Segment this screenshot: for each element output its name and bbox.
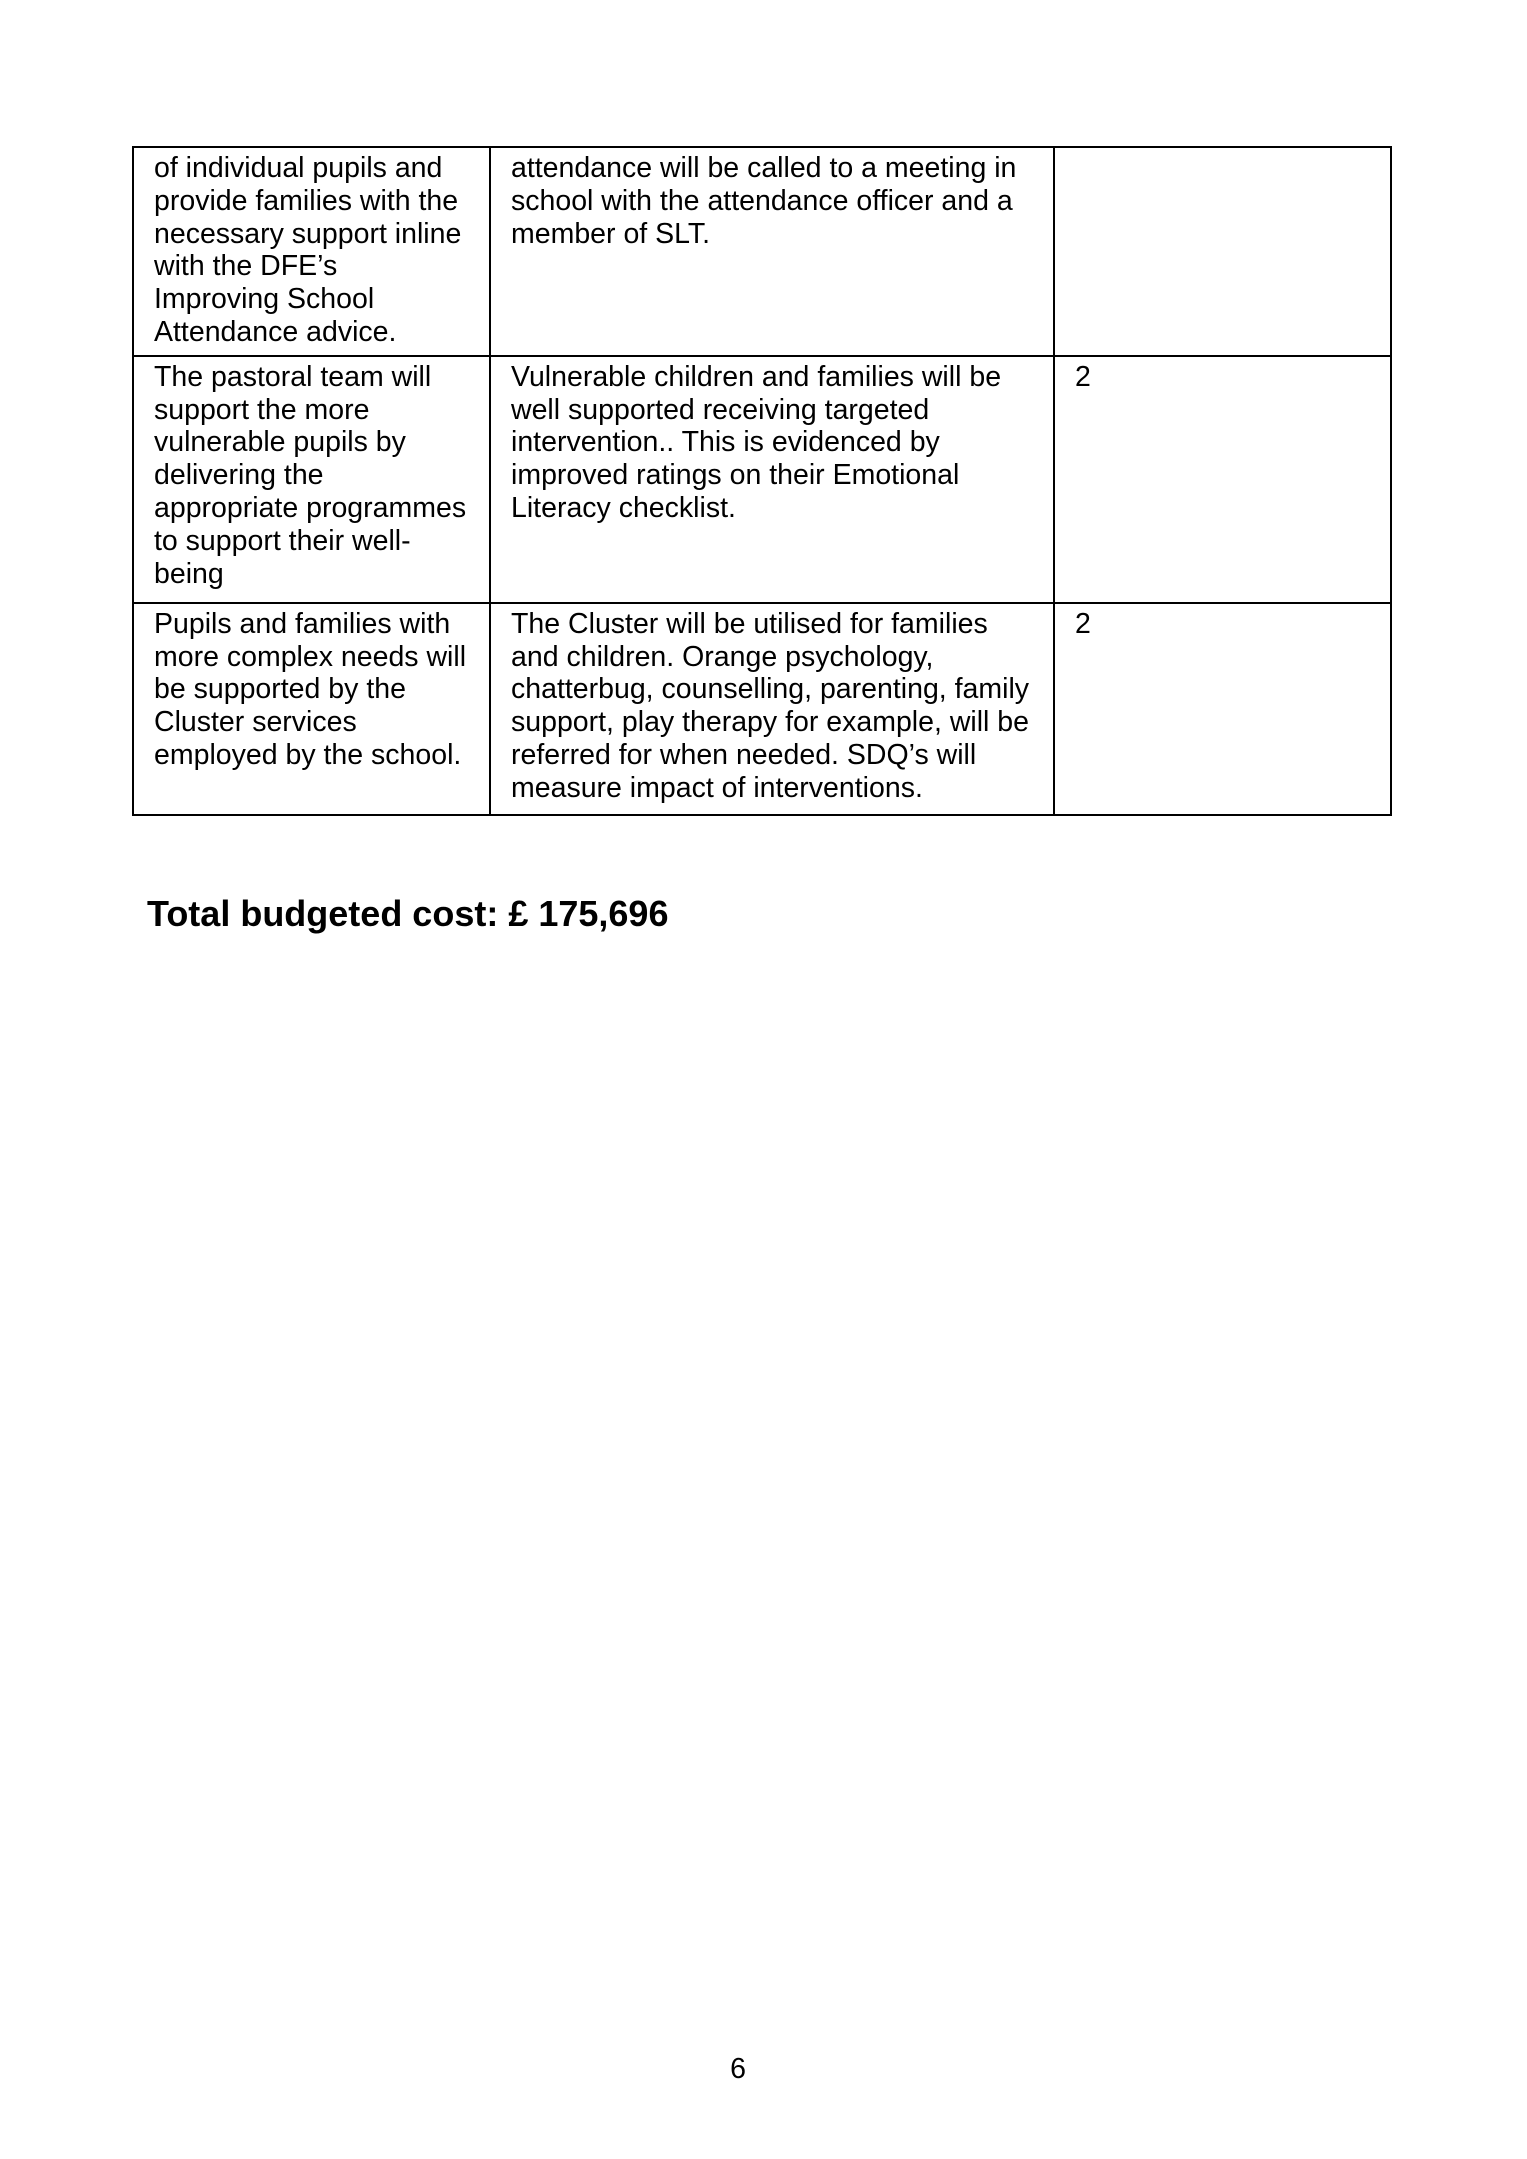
strategy-table xyxy=(132,146,1392,816)
challenge-number-cell: 2 xyxy=(1054,603,1391,815)
evidence-cell: Vulnerable children and families will be well supported receiving targeted intervention.. This is evidenced by improved ratings on their Emotional Literacy checklist. xyxy=(490,356,1054,603)
activity-cell: of individual pupils and provide families with the necessary support inline with the DFE’s Improving School Attendance advice. xyxy=(133,147,490,356)
total-budgeted-cost: Total budgeted cost: £ 175,696 xyxy=(147,893,669,934)
activity-cell: Pupils and families with more complex needs will be supported by the Cluster services employed by the school. xyxy=(133,603,490,815)
challenge-number-cell: 2 xyxy=(1054,356,1391,603)
table-row xyxy=(133,603,1391,815)
activity-cell: The pastoral team will support the more vulnerable pupils by delivering the appropriate programmes to support their well- being xyxy=(133,356,490,603)
challenge-number-cell xyxy=(1054,147,1391,356)
table-row xyxy=(133,147,1391,356)
evidence-cell: The Cluster will be utilised for families and children. Orange psychology, chatterbug, counselling, parenting, family support, play therapy for example, will be referred for when needed. SDQ’s will measure impact of interventions. xyxy=(490,603,1054,815)
table-row xyxy=(133,356,1391,603)
page-number: 6 xyxy=(730,2053,746,2085)
evidence-cell: attendance will be called to a meeting in school with the attendance officer and a member of SLT. xyxy=(490,147,1054,356)
